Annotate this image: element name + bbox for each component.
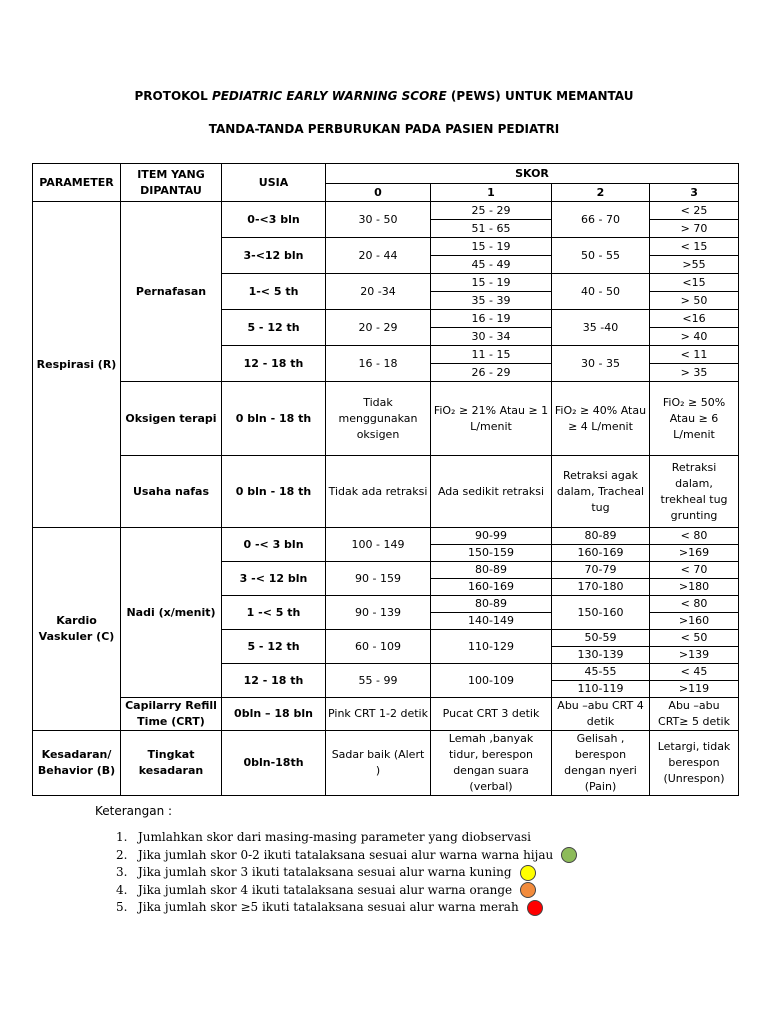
skor1-cell: 25 - 29 [431,202,552,220]
skor2-cell: 160-169 [552,545,650,562]
note-text: Jika jumlah skor 3 ikuti tatalaksana sesuai alur warna kuning [138,865,512,879]
skor3-cell: <15 [650,274,739,292]
page-title-line2: TANDA-TANDA PERBURUKAN PADA PASIEN PEDIATRI [208,122,560,136]
skor3-cell: FiO₂ ≥ 50% Atau ≥ 6 L/menit [650,382,739,456]
skor3-cell: >55 [650,256,739,274]
header-skor-3: 3 [650,184,739,202]
skor3-cell: Letargi, tidak berespon (Unrespon) [650,731,739,796]
skor3-cell: <16 [650,310,739,328]
skor2-cell: Retraksi agak dalam, Tracheal tug [552,456,650,528]
skor3-cell: > 40 [650,328,739,346]
header-item: ITEM YANG DIPANTAU [121,164,222,202]
skor2-cell: 30 - 35 [552,346,650,382]
title-post: (PEWS) UNTUK MEMANTAU [446,89,634,103]
yellow-circle-icon [520,865,536,881]
skor1-cell: 15 - 19 [431,274,552,292]
skor3-cell: < 15 [650,238,739,256]
skor2-cell: 40 - 50 [552,274,650,310]
note-item [100,864,577,882]
item-crt: Capilarry Refill Time (CRT) [121,698,222,731]
header-skor-2: 2 [552,184,650,202]
skor3-cell: >119 [650,681,739,698]
usia-cell: 3 -< 12 bln [222,562,326,596]
skor3-cell: >169 [650,545,739,562]
usia-cell: 0 bln - 18 th [222,456,326,528]
skor1-cell: 16 - 19 [431,310,552,328]
usia-cell: 0 bln - 18 th [222,382,326,456]
skor1-cell: 26 - 29 [431,364,552,382]
skor1-cell: 80-89 [431,596,552,613]
skor1-cell: 35 - 39 [431,292,552,310]
skor0-cell: Tidak menggunakan oksigen [326,382,431,456]
skor1-cell: 160-169 [431,579,552,596]
note-number: 5. [116,900,128,914]
skor2-cell: 150-160 [552,596,650,630]
usia-cell: 0-<3 bln [222,202,326,238]
title-pre: PROTOKOL [134,89,212,103]
skor1-cell: 51 - 65 [431,220,552,238]
note-item [100,847,577,865]
skor0-cell: 20 -34 [326,274,431,310]
usia-cell: 12 - 18 th [222,346,326,382]
skor2-cell: 45-55 [552,664,650,681]
skor1-cell: 45 - 49 [431,256,552,274]
green-circle-icon [561,847,577,863]
header-skor-0: 0 [326,184,431,202]
skor3-cell: < 80 [650,596,739,613]
note-item [100,899,577,917]
note-text: Jika jumlah skor 4 ikuti tatalaksana sesuai alur warna orange [138,882,513,897]
item-pernafasan: Pernafasan [121,202,222,382]
skor0-cell: 60 - 109 [326,630,431,664]
param-kesadaran: Kesadaran/ Behavior (B) [33,731,121,796]
param-respirasi: Respirasi (R) [33,202,121,528]
skor3-cell: >160 [650,613,739,630]
note-number: 1. [116,830,128,844]
note-item [100,829,577,847]
skor1-cell: Pucat CRT 3 detik [431,698,552,731]
item-oksigen-terapi: Oksigen terapi [121,382,222,456]
usia-cell: 5 - 12 th [222,310,326,346]
skor2-cell: 80-89 [552,528,650,545]
skor0-cell: 90 - 139 [326,596,431,630]
usia-cell: 1-< 5 th [222,274,326,310]
skor1-cell: Ada sedikit retraksi [431,456,552,528]
note-text: Jika jumlah skor ≥5 ikuti tatalaksana sesuai alur warna merah [138,900,519,914]
usia-cell: 0bln-18th [222,731,326,796]
note-text: Jika jumlah skor 0-2 ikuti tatalaksana sesuai alur warna warna hijau [138,847,554,862]
skor0-cell: Sadar baik (Alert ) [326,731,431,796]
skor1-cell: 15 - 19 [431,238,552,256]
header-skor: SKOR [326,164,739,184]
skor1-cell: 140-149 [431,613,552,630]
header-parameter: PARAMETER [33,164,121,202]
note-item [100,882,577,900]
skor3-cell: < 80 [650,528,739,545]
skor0-cell: 30 - 50 [326,202,431,238]
skor3-cell: < 50 [650,630,739,647]
skor3-cell: > 70 [650,220,739,238]
skor1-cell: FiO₂ ≥ 21% Atau ≥ 1 L/menit [431,382,552,456]
skor2-cell: 50 - 55 [552,238,650,274]
usia-cell: 12 - 18 th [222,664,326,698]
skor3-cell: < 70 [650,562,739,579]
usia-cell: 3-<12 bln [222,238,326,274]
skor2-cell: 130-139 [552,647,650,664]
skor2-cell: 170-180 [552,579,650,596]
note-number: 4. [116,882,128,897]
title-italic: PEDIATRIC EARLY WARNING SCORE [211,89,447,103]
usia-cell: 0 -< 3 bln [222,528,326,562]
skor1-cell: 100-109 [431,664,552,698]
skor2-cell: 50-59 [552,630,650,647]
orange-circle-icon [520,882,536,898]
skor0-cell: 100 - 149 [326,528,431,562]
skor0-cell: Tidak ada retraksi [326,456,431,528]
skor2-cell: 35 -40 [552,310,650,346]
skor1-cell: Lemah ,banyak tidur, berespon dengan suara (verbal) [431,731,552,796]
skor1-cell: 80-89 [431,562,552,579]
item-tingkat-kesadaran: Tingkat kesadaran [121,731,222,796]
skor1-cell: 110-129 [431,630,552,664]
note-number: 2. [116,847,128,862]
skor2-cell: 66 - 70 [552,202,650,238]
skor1-cell: 90-99 [431,528,552,545]
skor3-cell: > 50 [650,292,739,310]
note-number: 3. [116,865,128,879]
usia-cell: 1 -< 5 th [222,596,326,630]
skor0-cell: 20 - 44 [326,238,431,274]
skor3-cell: Retraksi dalam, trekheal tug grunting [650,456,739,528]
skor1-cell: 150-159 [431,545,552,562]
skor3-cell: < 11 [650,346,739,364]
skor3-cell: > 35 [650,364,739,382]
item-usaha-nafas: Usaha nafas [121,456,222,528]
skor0-cell: 90 - 159 [326,562,431,596]
skor2-cell: Abu –abu CRT 4 detik [552,698,650,731]
skor1-cell: 11 - 15 [431,346,552,364]
skor2-cell: Gelisah , berespon dengan nyeri (Pain) [552,731,650,796]
skor2-cell: 110-119 [552,681,650,698]
note-text: Jumlahkan skor dari masing-masing parameter yang diobservasi [138,830,531,844]
skor0-cell: Pink CRT 1-2 detik [326,698,431,731]
skor3-cell: < 25 [650,202,739,220]
skor0-cell: 20 - 29 [326,310,431,346]
header-usia: USIA [222,164,326,202]
skor3-cell: Abu –abu CRT≥ 5 detik [650,698,739,731]
item-nadi: Nadi (x/menit) [121,528,222,698]
page-title-line1 [0,89,768,103]
skor3-cell: >180 [650,579,739,596]
skor0-cell: 16 - 18 [326,346,431,382]
notes-list [100,829,577,917]
usia-cell: 0bln – 18 bln [222,698,326,731]
param-kardio: Kardio Vaskuler (C) [33,528,121,731]
skor2-cell: 70-79 [552,562,650,579]
skor3-cell: < 45 [650,664,739,681]
skor2-cell: FiO₂ ≥ 40% Atau ≥ 4 L/menit [552,382,650,456]
pews-table [32,163,739,796]
skor1-cell: 30 - 34 [431,328,552,346]
usia-cell: 5 - 12 th [222,630,326,664]
skor3-cell: >139 [650,647,739,664]
header-skor-1: 1 [431,184,552,202]
notes-heading: Keterangan : [95,804,173,818]
red-circle-icon [527,900,543,916]
skor0-cell: 55 - 99 [326,664,431,698]
